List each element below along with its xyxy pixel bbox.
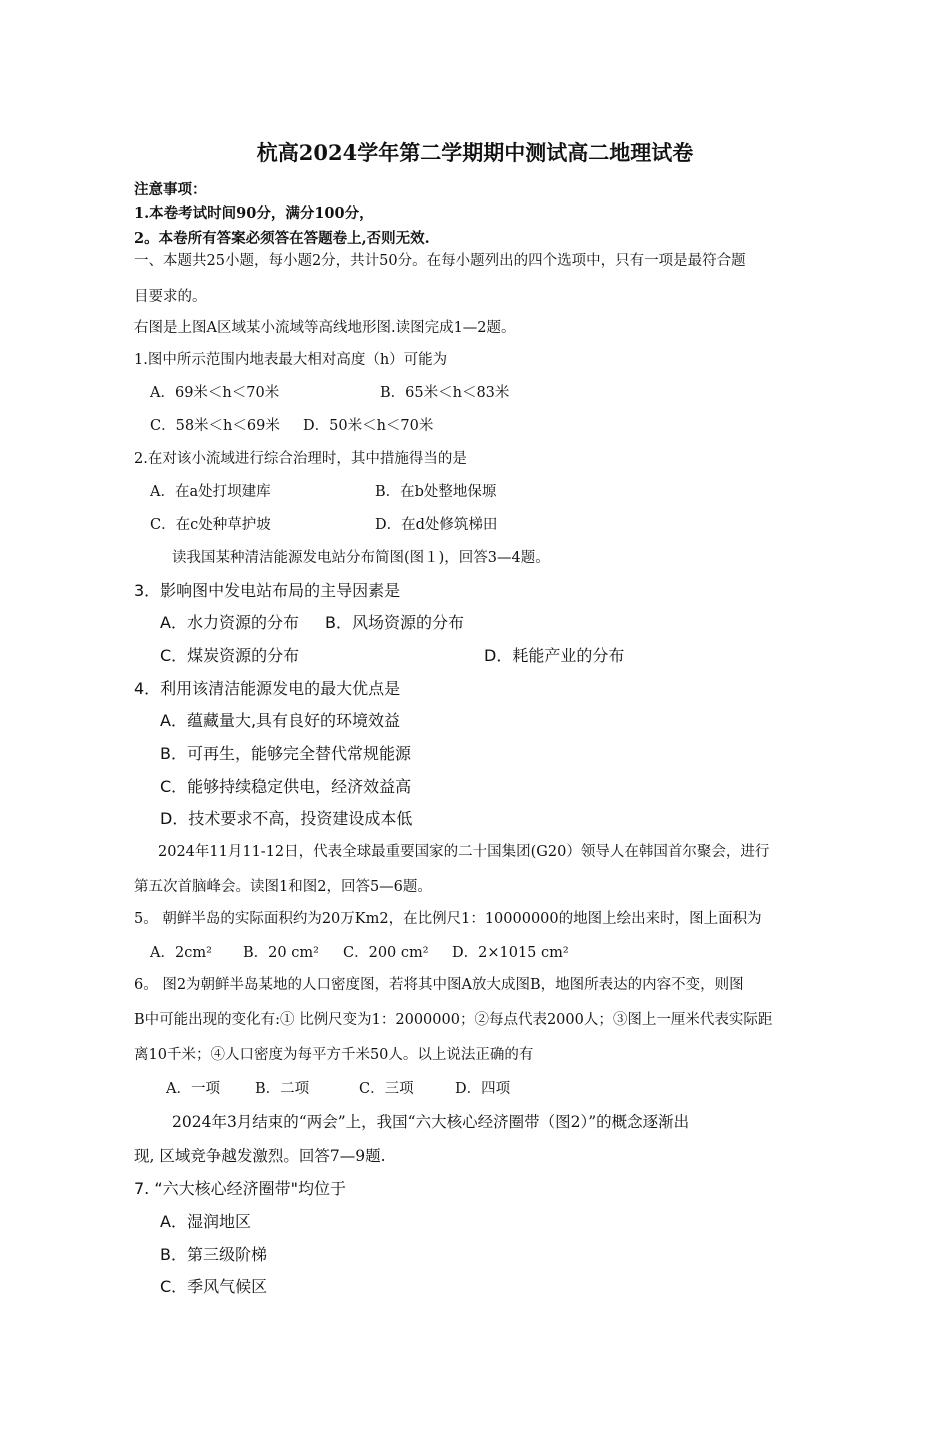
question-5-stem: 5。 朝鲜半岛的实际面积约为20万Km2，在比例尺1：10000000的地图上绘出来时，图上面积为 xyxy=(134,911,762,927)
question-6-stem-line3: 离10千米；④人口密度为每平方千米50人。以上说法正确的有 xyxy=(134,1047,534,1063)
intro-questions-5-6-line2: 第五次首脑峰会。读图1和图2，回答5—6题。 xyxy=(134,879,432,895)
question-3-option-d: D．耗能产业的分布 xyxy=(484,646,625,665)
question-5-option-c: C．200 cm² xyxy=(343,945,429,961)
intro-questions-1-2: 右图是上图A区域某小流域等高线地形图.读图完成1—2题。 xyxy=(134,320,516,336)
intro-questions-3-4: 读我国某种清洁能源发电站分布简图(图１)，回答3—4题。 xyxy=(172,550,550,566)
intro-questions-5-6-line1: 2024年11月11-12日，代表全球最重要国家的二十国集团(G20）领导人在韩国首尔聚会，进行 xyxy=(158,844,770,860)
notice-item-2: 2。本卷所有答案必须答在答题卷上,否则无效. xyxy=(134,230,430,247)
question-1-option-b: B．65米＜h＜83米 xyxy=(380,385,510,401)
question-4-option-c: C．能够持续稳定供电，经济效益高 xyxy=(160,777,412,796)
intro-questions-7-9-line2: 现, 区域竞争越发激烈。回答7—9题. xyxy=(134,1147,386,1165)
question-3-stem: 3．影响图中发电站布局的主导因素是 xyxy=(134,581,401,600)
page-title: 杭高2024学年第二学期期中测试高二地理试卷 xyxy=(256,140,694,165)
notice-item-1: 1.本卷考试时间90分，满分100分， xyxy=(134,205,374,222)
question-2-option-b: B．在b处整地保塬 xyxy=(375,484,497,500)
section-1-instructions-line1: 一、本题共25小题，每小题2分，共计50分。在每小题列出的四个选项中，只有一项是最符合题 xyxy=(134,253,746,269)
question-6-option-b: B．二项 xyxy=(255,1081,310,1097)
question-4-option-a: A．蕴藏量大,具有良好的环境效益 xyxy=(160,711,401,730)
question-2-option-a: A．在a处打坝建库 xyxy=(150,484,271,500)
question-4-option-d: D．技术要求不高，投资建设成本低 xyxy=(160,809,413,828)
question-4-option-b: B．可再生，能够完全替代常规能源 xyxy=(160,744,411,763)
question-4-stem: 4．利用该清洁能源发电的最大优点是 xyxy=(134,679,401,698)
question-7-option-b: B．第三级阶梯 xyxy=(160,1245,267,1264)
question-3-option-a: A．水力资源的分布 xyxy=(160,613,299,632)
question-6-option-d: D．四项 xyxy=(455,1081,511,1097)
question-7-option-c: C．季风气候区 xyxy=(160,1277,268,1296)
question-5-option-d: D．2×1015 cm² xyxy=(452,945,569,961)
question-2-stem: 2.在对该小流域进行综合治理时，其中措施得当的是 xyxy=(134,451,467,467)
question-1-stem: 1.图中所示范围内地表最大相对高度（h）可能为 xyxy=(134,352,448,368)
question-1-option-c: C．58米＜h＜69米 xyxy=(150,418,280,434)
question-3-option-c: C．煤炭资源的分布 xyxy=(160,646,300,665)
question-2-option-c: C．在c处种草护坡 xyxy=(150,517,271,533)
question-5-option-a: A．2cm² xyxy=(150,945,212,961)
question-6-option-c: C．三项 xyxy=(359,1081,414,1097)
question-2-option-d: D．在d处修筑梯田 xyxy=(375,517,498,533)
question-6-stem-line2: B中可能出现的变化有:① 比例尺变为1：2000000；②每点代表2000人；③图上一厘米代表实际距 xyxy=(134,1012,773,1028)
question-6-stem-line1: 6。 图2为朝鲜半岛某地的人口密度图，若将其中图A放大成图B，地图所表达的内容不变，则图 xyxy=(134,977,744,993)
question-5-option-b: B．20 cm² xyxy=(243,945,319,961)
question-1-option-a: A．69米＜h＜70米 xyxy=(150,385,280,401)
intro-questions-7-9-line1: 2024年3月结束的“两会”上，我国“六大核心经济圈带（图2）”的概念逐渐出 xyxy=(172,1113,690,1131)
question-7-option-a: A．湿润地区 xyxy=(160,1212,251,1231)
question-6-option-a: A．一项 xyxy=(166,1081,220,1097)
question-7-stem: 7. “六大核心经济圈带"均位于 xyxy=(134,1179,347,1198)
question-1-option-d: D．50米＜h＜70米 xyxy=(303,418,434,434)
notice-heading: 注意事项： xyxy=(134,181,207,198)
section-1-instructions-line2: 目要求的。 xyxy=(134,289,207,305)
question-3-option-b: B．风场资源的分布 xyxy=(325,613,464,632)
